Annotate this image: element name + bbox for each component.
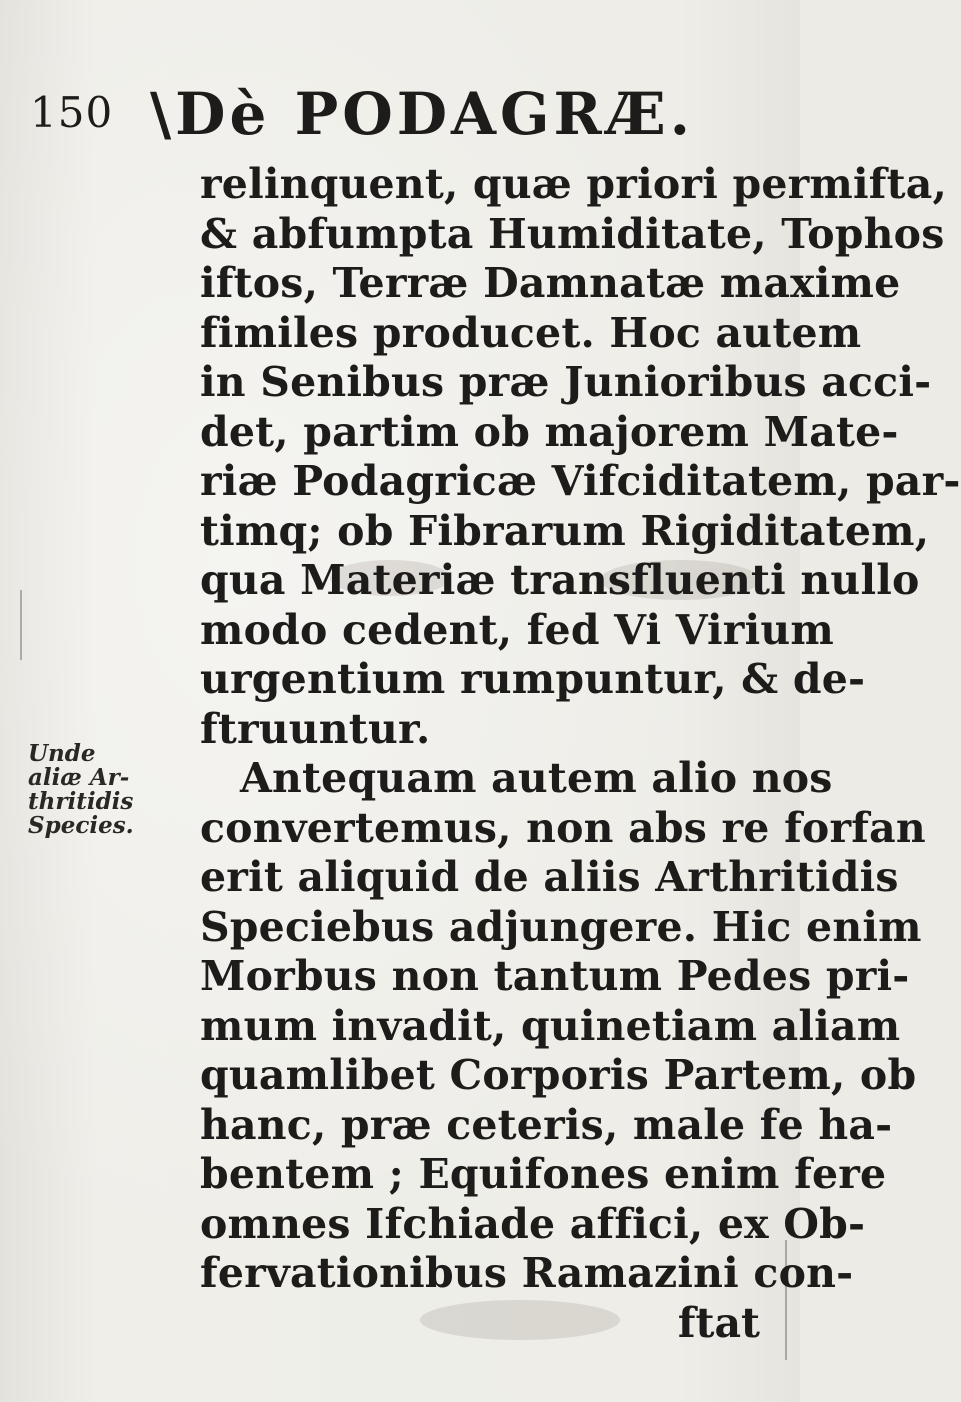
margin-note — [28, 742, 188, 838]
text-line: riæ Podagricæ Vifciditatem, par- — [200, 457, 961, 505]
text-line: & abfumpta Humiditate, Tophos — [200, 209, 945, 258]
text-line: urgentium rumpuntur, & de- — [200, 655, 866, 703]
text-line: erit aliquid de aliis Arthritidis — [200, 853, 899, 901]
margin-note-line: Species. — [28, 812, 134, 839]
margin-note-line: thritidis — [28, 788, 134, 815]
text-line-catchword-row — [200, 1299, 760, 1349]
text-line: Morbus non tantum Pedes pri- — [200, 952, 910, 1000]
margin-note-line: Unde — [28, 740, 96, 767]
text-line: fimiles producet. Hoc autem — [200, 308, 862, 357]
page-edge-mark — [20, 590, 22, 660]
text-line: det, partim ob majorem Mate- — [200, 407, 899, 456]
text-line: quamlibet Corporis Partem, ob — [200, 1051, 917, 1099]
text-line: relinquent, quæ priori permifta, — [200, 160, 948, 208]
text-line: iftos, Terræ Damnatæ maxime — [200, 259, 901, 307]
text-line: fervationibus Ramazini con- — [200, 1249, 854, 1297]
text-line: timq; ob Fibrarum Rigiditatem, — [200, 506, 930, 555]
text-line: in Senibus præ Junioribus acci- — [200, 358, 932, 406]
running-head-prefix: \Dè — [150, 80, 295, 148]
catchword: ftat — [677, 1298, 760, 1347]
text-line: modo cedent, fed Vi Virium — [200, 605, 834, 654]
page-header — [0, 80, 800, 150]
running-head — [150, 80, 694, 148]
margin-note-line: aliæ Ar- — [28, 764, 130, 791]
text-line: convertemus, non abs re forfan — [200, 803, 926, 852]
body-text — [200, 160, 961, 1348]
text-line: omnes Ifchiade affici, ex Ob- — [200, 1199, 866, 1248]
page-number: 150 — [30, 88, 114, 137]
text-line: bentem ; Equifones enim fere — [200, 1150, 887, 1198]
text-line: mum invadit, quinetiam aliam — [200, 1001, 901, 1050]
text-line: Speciebus adjungere. Hic enim — [200, 902, 922, 951]
running-head-title: PODAGRÆ. — [294, 80, 694, 148]
text-line: qua Materiæ transfluenti nullo — [200, 556, 920, 604]
text-line-paragraph-start: Antequam autem alio nos — [240, 754, 833, 802]
text-line: hanc, præ ceteris, male fe ha- — [200, 1100, 893, 1149]
text-line: ftruuntur. — [200, 704, 431, 753]
